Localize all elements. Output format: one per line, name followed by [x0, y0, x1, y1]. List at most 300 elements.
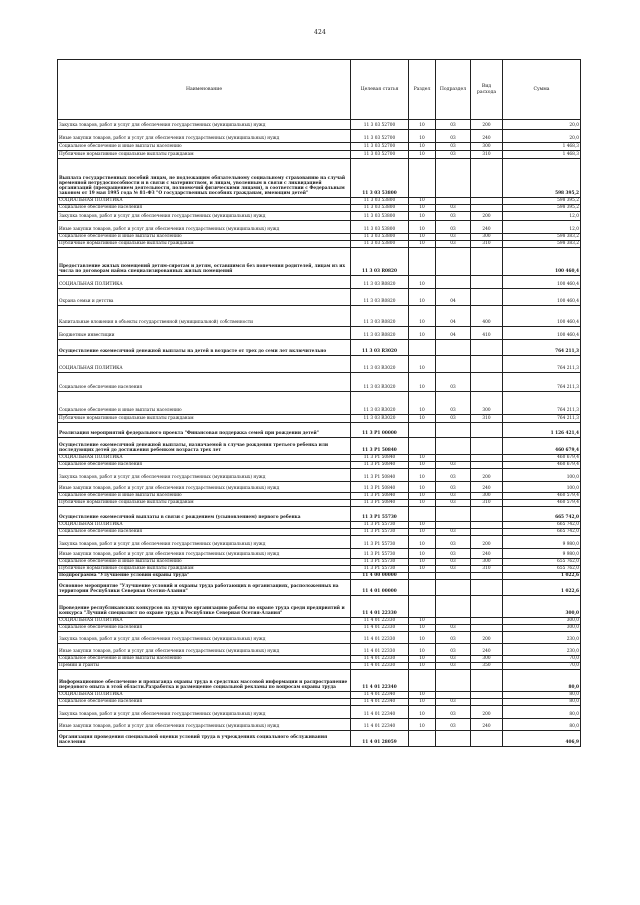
cell-section: 10 — [409, 276, 436, 289]
cell-target-code: 11 3 03 52700 — [351, 151, 409, 159]
table-row — [58, 455, 581, 462]
cell-target-code: 11 3 P1 55730 — [351, 566, 409, 573]
cell-target-code: 11 3 P1 50840 — [351, 500, 409, 507]
table-row — [58, 670, 581, 692]
cell-sum: 100 460,4 — [503, 289, 581, 306]
table-row — [58, 234, 581, 241]
cell-section: 10 — [409, 493, 436, 500]
cell-name: Иные закупки товаров, работ и услуг для обеспечения государственных (муниципальных) нужд — [58, 482, 351, 493]
cell-subsection: 03 — [436, 392, 471, 415]
cell-subsection — [436, 455, 471, 462]
cell-target-code: 11 4 01 22340 — [351, 706, 409, 719]
cell-section — [409, 423, 436, 438]
cell-subsection — [436, 670, 471, 692]
table-row — [58, 656, 581, 663]
cell-name: Иные закупки товаров, работ и услуг для обеспечения государственных (муниципальных) нужд — [58, 221, 351, 234]
cell-subsection — [436, 580, 471, 596]
cell-sum: 764 211,3 — [503, 373, 581, 392]
cell-section: 10 — [409, 130, 436, 143]
cell-section: 10 — [409, 462, 436, 469]
cell-target-code: 11 3 P1 55730 — [351, 522, 409, 529]
table-row — [58, 507, 581, 522]
cell-name: СОЦИАЛЬНАЯ ПОЛИТИКА — [58, 356, 351, 373]
cell-target-code: 11 3 P1 50840 — [351, 469, 409, 482]
cell-section — [409, 670, 436, 692]
cell-target-code: 11 3 03 53800 — [351, 198, 409, 205]
cell-subsection — [436, 618, 471, 625]
cell-section — [409, 731, 436, 747]
cell-expense-type — [471, 618, 503, 625]
cell-expense-type — [471, 731, 503, 747]
cell-expense-type — [471, 289, 503, 306]
cell-target-code: 11 4 01 22330 — [351, 632, 409, 644]
cell-sum: 764 211,3 — [503, 415, 581, 423]
cell-expense-type: 240 — [471, 130, 503, 143]
cell-section: 10 — [409, 205, 436, 212]
cell-section — [409, 340, 436, 356]
table-row — [58, 731, 581, 747]
cell-sum: 1 468,3 — [503, 143, 581, 151]
table-row — [58, 248, 581, 276]
cell-expense-type — [471, 276, 503, 289]
cell-subsection: 03 — [436, 699, 471, 706]
cell-subsection — [436, 573, 471, 580]
cell-subsection — [436, 692, 471, 699]
cell-subsection — [436, 340, 471, 356]
cell-subsection: 03 — [436, 706, 471, 719]
cell-sum: 460 679,4 — [503, 462, 581, 469]
table-row — [58, 706, 581, 719]
cell-name: Социальное обеспечение и иные выплаты населению — [58, 559, 351, 566]
cell-subsection: 03 — [436, 143, 471, 151]
table-row — [58, 415, 581, 423]
cell-sum: 9 980,0 — [503, 536, 581, 549]
cell-section — [409, 573, 436, 580]
table-row — [58, 327, 581, 340]
cell-target-code: 11 4 01 22330 — [351, 625, 409, 632]
cell-section: 10 — [409, 143, 436, 151]
cell-sum: 80,0 — [503, 692, 581, 699]
cell-expense-type: 400 — [471, 306, 503, 327]
cell-subsection: 03 — [436, 566, 471, 573]
table-row — [58, 289, 581, 306]
cell-subsection — [436, 248, 471, 276]
cell-expense-type: 300 — [471, 234, 503, 241]
cell-sum: 300,0 — [503, 618, 581, 625]
cell-name: Осуществление ежемесячной выплаты в связи с рождением (усыновлением) первого ребенка — [58, 507, 351, 522]
cell-target-code: 11 3 P1 50840 — [351, 462, 409, 469]
cell-section: 10 — [409, 692, 436, 699]
cell-section: 10 — [409, 373, 436, 392]
cell-name: Осуществление ежемесячной денежной выплаты на детей в возрасте от трех до семи лет включительно — [58, 340, 351, 356]
cell-name: Социальное обеспечение населения — [58, 529, 351, 536]
table-row — [58, 392, 581, 415]
cell-subsection — [436, 731, 471, 747]
cell-subsection: 03 — [436, 221, 471, 234]
cell-name: Социальное обеспечение и иные выплаты населению — [58, 234, 351, 241]
cell-section: 10 — [409, 327, 436, 340]
cell-subsection: 03 — [436, 529, 471, 536]
cell-name: Закупка товаров, работ и услуг для обеспечения государственных (муниципальных) нужд — [58, 469, 351, 482]
cell-target-code: 11 3 P1 50840 — [351, 455, 409, 462]
cell-subsection: 03 — [436, 469, 471, 482]
cell-subsection: 03 — [436, 536, 471, 549]
cell-name: Закупка товаров, работ и услуг для обеспечения государственных (муниципальных) нужд — [58, 632, 351, 644]
table-row — [58, 462, 581, 469]
cell-section: 10 — [409, 392, 436, 415]
cell-expense-type — [471, 198, 503, 205]
cell-section: 10 — [409, 469, 436, 482]
cell-subsection: 03 — [436, 493, 471, 500]
cell-section: 10 — [409, 356, 436, 373]
header-sum: Сумма — [503, 60, 581, 120]
cell-target-code: 11 3 P1 50840 — [351, 493, 409, 500]
cell-target-code: 11 3 03 R3020 — [351, 340, 409, 356]
cell-target-code: 11 3 P1 55730 — [351, 559, 409, 566]
cell-target-code: 11 3 03 R0820 — [351, 289, 409, 306]
cell-target-code: 11 3 P1 55730 — [351, 536, 409, 549]
table-row — [58, 120, 581, 130]
cell-section: 10 — [409, 566, 436, 573]
cell-section: 10 — [409, 234, 436, 241]
cell-sum: 12,0 — [503, 212, 581, 221]
cell-sum: 80,0 — [503, 699, 581, 706]
table-row — [58, 596, 581, 618]
cell-expense-type: 300 — [471, 392, 503, 415]
cell-expense-type — [471, 580, 503, 596]
cell-name: Основное мероприятие "Улучшение условий и охраны труда работающих в организациях, расположенных на территории Республики Северная Осетия-Алания" — [58, 580, 351, 596]
cell-target-code: 11 4 01 22330 — [351, 656, 409, 663]
cell-section: 10 — [409, 719, 436, 731]
cell-name: Социальное обеспечение населения — [58, 373, 351, 392]
cell-name: Закупка товаров, работ и услуг для обеспечения государственных (муниципальных) нужд — [58, 706, 351, 719]
cell-expense-type — [471, 356, 503, 373]
table-row — [58, 566, 581, 573]
cell-expense-type — [471, 248, 503, 276]
cell-expense-type — [471, 529, 503, 536]
cell-subsection — [436, 159, 471, 198]
cell-sum: 100 460,4 — [503, 276, 581, 289]
cell-subsection — [436, 423, 471, 438]
cell-name: СОЦИАЛЬНАЯ ПОЛИТИКА — [58, 618, 351, 625]
cell-section — [409, 596, 436, 618]
table-row — [58, 625, 581, 632]
cell-target-code: 11 4 01 28059 — [351, 731, 409, 747]
table-body — [58, 120, 581, 747]
cell-name: Организация проведения специальной оценки условий труда в учреждениях социального обслуживания населения — [58, 731, 351, 747]
cell-name: Информационное обеспечение и пропаганда охраны труда в средствах массовой информации и распространение передового опыта в этой области.Разработка и размещение социальной рекламы по вопросам охраны труда — [58, 670, 351, 692]
cell-expense-type — [471, 373, 503, 392]
table-row — [58, 373, 581, 392]
table-row — [58, 719, 581, 731]
cell-subsection: 03 — [436, 632, 471, 644]
cell-section: 10 — [409, 120, 436, 130]
cell-expense-type: 200 — [471, 706, 503, 719]
table-row — [58, 198, 581, 205]
cell-section: 10 — [409, 529, 436, 536]
cell-section: 10 — [409, 289, 436, 306]
cell-name: Бюджетные инвестиции — [58, 327, 351, 340]
table-row — [58, 130, 581, 143]
header-subsection: Подраздел — [436, 60, 471, 120]
cell-name: Социальное обеспечение населения — [58, 205, 351, 212]
cell-section: 10 — [409, 415, 436, 423]
cell-expense-type — [471, 340, 503, 356]
cell-name: Публичные нормативные социальные выплаты гражданам — [58, 241, 351, 248]
table-row — [58, 644, 581, 656]
cell-expense-type — [471, 438, 503, 455]
cell-section — [409, 580, 436, 596]
cell-expense-type — [471, 522, 503, 529]
table-row — [58, 663, 581, 670]
cell-sum: 460 679,4 — [503, 438, 581, 455]
cell-subsection: 03 — [436, 151, 471, 159]
cell-name: Проведение республиканских конкурсов на лучшую организацию работы по охране труда среди предприятий и конкурса "Лучший специалист по охране труда в Республике Северная Осетия-Алания" — [58, 596, 351, 618]
cell-subsection: 03 — [436, 625, 471, 632]
cell-name: Иные закупки товаров, работ и услуг для обеспечения государственных (муниципальных) нужд — [58, 719, 351, 731]
header-name: Наименование — [58, 60, 351, 120]
cell-subsection: 03 — [436, 500, 471, 507]
cell-sum: 764 211,3 — [503, 392, 581, 415]
cell-expense-type: 300 — [471, 143, 503, 151]
cell-expense-type: 310 — [471, 151, 503, 159]
cell-section: 10 — [409, 549, 436, 559]
cell-sum: 460 579,4 — [503, 500, 581, 507]
header-expense-type: Вид расхода — [471, 60, 503, 120]
cell-target-code: 11 3 03 R0820 — [351, 306, 409, 327]
cell-sum: 1 022,6 — [503, 580, 581, 596]
cell-section: 10 — [409, 482, 436, 493]
cell-sum: 20,0 — [503, 120, 581, 130]
cell-sum: 9 980,0 — [503, 549, 581, 559]
cell-expense-type — [471, 205, 503, 212]
cell-target-code: 11 3 03 R0820 — [351, 327, 409, 340]
cell-subsection: 03 — [436, 482, 471, 493]
cell-subsection: 03 — [436, 656, 471, 663]
cell-target-code: 11 3 03 53800 — [351, 159, 409, 198]
cell-expense-type: 300 — [471, 493, 503, 500]
cell-section: 10 — [409, 241, 436, 248]
cell-sum: 598 383,2 — [503, 234, 581, 241]
cell-target-code: 11 3 03 53800 — [351, 205, 409, 212]
cell-expense-type — [471, 625, 503, 632]
cell-target-code: 11 3 03 53800 — [351, 212, 409, 221]
cell-name: Социальное обеспечение населения — [58, 462, 351, 469]
cell-target-code: 11 3 P1 55730 — [351, 549, 409, 559]
cell-sum: 12,0 — [503, 221, 581, 234]
table-row — [58, 482, 581, 493]
cell-sum: 598 395,2 — [503, 198, 581, 205]
cell-target-code: 11 4 01 22340 — [351, 692, 409, 699]
cell-expense-type — [471, 670, 503, 692]
table-row — [58, 469, 581, 482]
cell-target-code: 11 4 01 22330 — [351, 618, 409, 625]
cell-target-code: 11 3 03 R0820 — [351, 276, 409, 289]
cell-target-code: 11 3 03 53800 — [351, 221, 409, 234]
table-row — [58, 151, 581, 159]
cell-sum: 655 762,0 — [503, 559, 581, 566]
cell-subsection: 03 — [436, 663, 471, 670]
cell-subsection — [436, 438, 471, 455]
cell-expense-type: 200 — [471, 469, 503, 482]
table-row — [58, 356, 581, 373]
cell-target-code: 11 4 01 22340 — [351, 670, 409, 692]
cell-subsection — [436, 507, 471, 522]
cell-sum: 100,0 — [503, 482, 581, 493]
cell-name: Иные закупки товаров, работ и услуг для обеспечения государственных (муниципальных) нужд — [58, 644, 351, 656]
cell-target-code: 11 4 01 22340 — [351, 699, 409, 706]
cell-name: Закупка товаров, работ и услуг для обеспечения государственных (муниципальных) нужд — [58, 212, 351, 221]
cell-name: Социальное обеспечение и иные выплаты населению — [58, 143, 351, 151]
cell-expense-type: 300 — [471, 656, 503, 663]
cell-expense-type: 310 — [471, 415, 503, 423]
cell-target-code: 11 3 P1 00000 — [351, 423, 409, 438]
cell-target-code: 11 4 01 22340 — [351, 719, 409, 731]
cell-expense-type: 240 — [471, 644, 503, 656]
cell-sum: 598 395,2 — [503, 159, 581, 198]
cell-name: Социальное обеспечение населения — [58, 699, 351, 706]
table-row — [58, 493, 581, 500]
table-row — [58, 340, 581, 356]
cell-section: 10 — [409, 455, 436, 462]
cell-name: Публичные нормативные социальные выплаты гражданам — [58, 415, 351, 423]
table-header-row — [58, 60, 581, 120]
cell-sum: 665 742,0 — [503, 507, 581, 522]
table-row — [58, 241, 581, 248]
cell-target-code: 11 3 03 52700 — [351, 130, 409, 143]
budget-table — [57, 59, 581, 747]
cell-section: 10 — [409, 559, 436, 566]
cell-name: Охрана семьи и детства — [58, 289, 351, 306]
cell-section: 10 — [409, 306, 436, 327]
cell-expense-type: 310 — [471, 241, 503, 248]
cell-section: 10 — [409, 706, 436, 719]
cell-target-code: 11 3 03 R3020 — [351, 373, 409, 392]
cell-subsection: 03 — [436, 212, 471, 221]
table-row — [58, 529, 581, 536]
cell-name: Предоставление жилых помещений детям-сиротам и детям, оставшимся без попечения родителей, лицам из их числа по договорам найма специализированных жилых помещений — [58, 248, 351, 276]
table-row — [58, 159, 581, 198]
cell-name: СОЦИАЛЬНАЯ ПОЛИТИКА — [58, 455, 351, 462]
cell-subsection: 03 — [436, 719, 471, 731]
cell-name: Социальное обеспечение и иные выплаты населению — [58, 493, 351, 500]
cell-sum: 764 211,3 — [503, 356, 581, 373]
cell-section: 10 — [409, 632, 436, 644]
cell-sum: 1 468,3 — [503, 151, 581, 159]
cell-section — [409, 248, 436, 276]
cell-sum: 80,0 — [503, 706, 581, 719]
cell-sum: 70,0 — [503, 663, 581, 670]
cell-subsection: 04 — [436, 289, 471, 306]
cell-sum: 460 679,4 — [503, 455, 581, 462]
cell-name: СОЦИАЛЬНАЯ ПОЛИТИКА — [58, 198, 351, 205]
cell-sum: 460 579,4 — [503, 493, 581, 500]
cell-subsection — [436, 198, 471, 205]
table-row — [58, 522, 581, 529]
cell-subsection: 03 — [436, 234, 471, 241]
table-row — [58, 306, 581, 327]
cell-name: Публичные нормативные социальные выплаты гражданам — [58, 151, 351, 159]
header-section: Раздел — [409, 60, 436, 120]
cell-expense-type — [471, 699, 503, 706]
table-row — [58, 536, 581, 549]
cell-target-code: 11 3 03 R3020 — [351, 392, 409, 415]
cell-name: Публичные нормативные социальные выплаты гражданам — [58, 566, 351, 573]
cell-sum: 100 460,4 — [503, 248, 581, 276]
cell-subsection: 04 — [436, 327, 471, 340]
table-row — [58, 212, 581, 221]
cell-target-code: 11 3 P1 50840 — [351, 482, 409, 493]
table-row — [58, 573, 581, 580]
cell-name: Осуществление ежемесячной денежной выплаты, назначаемой в случае рождения третьего ребенка или последующих детей до достижения ребенком возраста трех лет — [58, 438, 351, 455]
cell-target-code: 11 3 P1 55730 — [351, 507, 409, 522]
cell-section: 10 — [409, 500, 436, 507]
cell-subsection — [436, 356, 471, 373]
cell-name: СОЦИАЛЬНАЯ ПОЛИТИКА — [58, 522, 351, 529]
cell-expense-type: 240 — [471, 221, 503, 234]
cell-subsection: 03 — [436, 130, 471, 143]
cell-target-code: 11 3 P1 55730 — [351, 529, 409, 536]
cell-sum: 764 211,3 — [503, 340, 581, 356]
cell-subsection: 04 — [436, 306, 471, 327]
cell-sum: 665 742,0 — [503, 522, 581, 529]
cell-expense-type — [471, 462, 503, 469]
cell-sum: 80,0 — [503, 719, 581, 731]
table-row — [58, 618, 581, 625]
cell-expense-type: 240 — [471, 482, 503, 493]
table-row — [58, 549, 581, 559]
cell-name: СОЦИАЛЬНАЯ ПОЛИТИКА — [58, 692, 351, 699]
cell-expense-type: 410 — [471, 327, 503, 340]
cell-sum: 665 742,0 — [503, 529, 581, 536]
cell-subsection — [436, 522, 471, 529]
cell-target-code: 11 3 03 52700 — [351, 143, 409, 151]
table-row — [58, 423, 581, 438]
cell-expense-type: 200 — [471, 120, 503, 130]
cell-section: 10 — [409, 151, 436, 159]
cell-expense-type — [471, 692, 503, 699]
table-row — [58, 276, 581, 289]
cell-subsection: 03 — [436, 644, 471, 656]
cell-sum: 598 383,2 — [503, 241, 581, 248]
cell-expense-type: 300 — [471, 559, 503, 566]
cell-sum: 300,0 — [503, 596, 581, 618]
cell-sum: 70,0 — [503, 656, 581, 663]
cell-sum: 100 460,4 — [503, 327, 581, 340]
cell-sum: 230,0 — [503, 644, 581, 656]
cell-expense-type — [471, 573, 503, 580]
cell-section — [409, 438, 436, 455]
cell-name: Премии и гранты — [58, 663, 351, 670]
cell-section: 10 — [409, 212, 436, 221]
cell-name: Публичные нормативные социальные выплаты гражданам — [58, 500, 351, 507]
cell-name: Социальное обеспечение и иные выплаты населению — [58, 656, 351, 663]
cell-sum: 1 022,6 — [503, 573, 581, 580]
cell-subsection: 03 — [436, 549, 471, 559]
table-row — [58, 143, 581, 151]
cell-name: СОЦИАЛЬНАЯ ПОЛИТИКА — [58, 276, 351, 289]
cell-section: 10 — [409, 663, 436, 670]
header-code: Целевая статья — [351, 60, 409, 120]
cell-target-code: 11 3 03 52700 — [351, 120, 409, 130]
cell-target-code: 11 3 03 53800 — [351, 241, 409, 248]
cell-sum: 1 126 421,4 — [503, 423, 581, 438]
cell-expense-type — [471, 507, 503, 522]
cell-section: 10 — [409, 699, 436, 706]
cell-target-code: 11 4 01 22330 — [351, 596, 409, 618]
page-number: 424 — [313, 29, 327, 36]
cell-expense-type: 240 — [471, 719, 503, 731]
